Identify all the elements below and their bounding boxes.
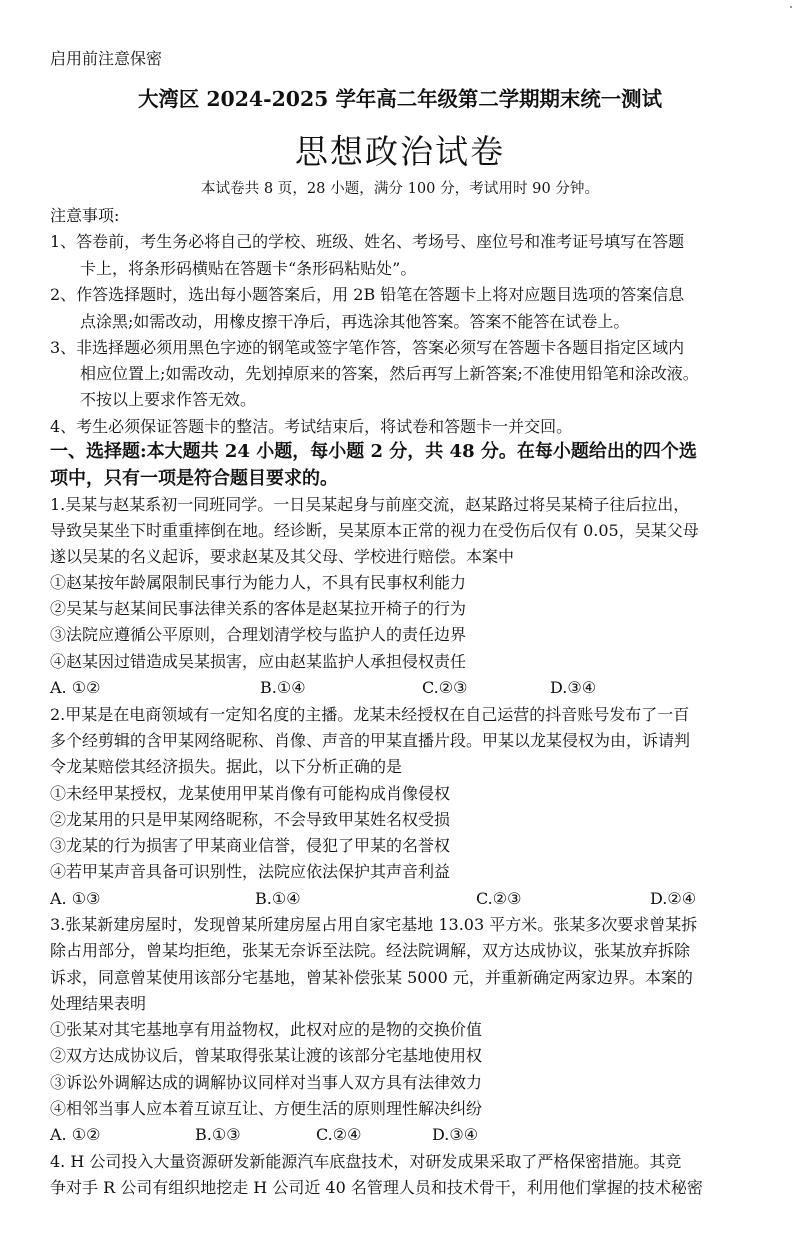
scan-mark — [790, 6, 792, 8]
q1-statement-4: ④赵某因过错造成吴某损害，应由赵某监护人承担侵权责任 — [50, 652, 467, 671]
subject-title: 思想政治试卷 — [294, 132, 506, 171]
q3-option-d: D.③④ — [432, 1125, 479, 1144]
q1-option-c: C.②③ — [422, 678, 468, 697]
q2-option-d: D.②④ — [650, 889, 697, 908]
note-3-line-1: 3、非选择题必须用黑色字迹的钢笔或签字笔作答，答案必须写在答题卡各题目指定区域内 — [50, 338, 685, 357]
q2-stem-line-1: 2.甲某是在电商领域有一定知名度的主播。龙某未经授权在自己运营的抖音账号发布了一百 — [50, 705, 690, 724]
q2-statement-4: ④若甲某声音具备可识别性，法院应依法保护其声音利益 — [50, 862, 451, 881]
q3-statement-4: ④相邻当事人应本着互谅互让、方便生活的原则理性解决纠纷 — [50, 1099, 483, 1118]
note-4-line-1: 4、考生必须保证答题卡的整洁。考试结束后，将试卷和答题卡一并交回。 — [50, 417, 573, 436]
q2-option-c: C.②③ — [476, 889, 522, 908]
q4-stem-line-1: 4. H 公司投入大量资源研发新能源汽车底盘技术，对研发成果采取了严格保密措施。其竞 — [50, 1152, 682, 1171]
note-1-line-1: 1、答卷前，考生务必将自己的学校、班级、姓名、考场号、座位号和准考证号填写在答题 — [50, 232, 685, 251]
q2-statement-1: ①未经甲某授权，龙某使用甲某肖像有可能构成肖像侵权 — [50, 784, 451, 803]
q1-statement-2: ②吴某与赵某间民事法律关系的客体是赵某拉开椅子的行为 — [50, 599, 467, 618]
note-2-line-1: 2、作答选择题时，选出每小题答案后，用 2B 铅笔在答题卡上将对应题目选项的答案信息 — [50, 285, 685, 304]
q2-option-b: B.①④ — [255, 889, 301, 908]
q3-statement-1: ①张某对其宅基地享有用益物权，此权对应的是物的交换价值 — [50, 1020, 483, 1039]
q2-option-a: A. ①③ — [50, 889, 101, 908]
q3-stem-line-4: 处理结果表明 — [50, 994, 147, 1013]
note-3-line-3: 不按以上要求作答无效。 — [80, 390, 257, 409]
q4-stem-line-2: 争对手 R 公司有组织地挖走 H 公司近 40 名管理人员和技术骨干，利用他们掌握的技术秘密 — [50, 1178, 703, 1197]
q3-stem-line-2: 除占用部分，曾某均拒绝，张某无奈诉至法院。经法院调解，双方达成协议，张某放弃拆除 — [50, 941, 691, 960]
note-2-line-2: 点涂黑;如需改动，用橡皮擦干净后，再选涂其他答案。答案不能答在试卷上。 — [80, 312, 630, 331]
section-heading-line-2: 项中，只有一项是符合题目要求的。 — [50, 468, 338, 489]
notes-heading: 注意事项: — [50, 206, 120, 225]
exam-info: 本试卷共 8 页，28 小题，满分 100 分，考试用时 90 分钟。 — [200, 180, 600, 197]
q3-stem-line-1: 3.张某新建房屋时，发现曾某所建房屋占用自家宅基地 13.03 平方米。张某多次要求曾某拆 — [50, 915, 698, 934]
q1-stem-line-1: 1.吴某与赵某系初一同班同学。一日吴某起身与前座交流，赵某路过将吴某椅子往后拉出， — [50, 495, 690, 514]
q3-statement-3: ③诉讼外调解达成的调解协议同样对当事人双方具有法律效力 — [50, 1073, 483, 1092]
q1-statement-3: ③法院应遵循公平原则，合理划清学校与监护人的责任边界 — [50, 625, 467, 644]
section-heading-line-1: 一、选择题:本大题共 24 小题，每小题 2 分，共 48 分。在每小题给出的四个选 — [50, 441, 697, 462]
q2-stem-line-3: 令龙某赔偿其经济损失。据此，以下分析正确的是 — [50, 757, 403, 776]
q1-option-b: B.①④ — [260, 678, 306, 697]
q2-statement-3: ③龙某的行为损害了甲某商业信誉，侵犯了甲某的名誉权 — [50, 836, 451, 855]
q3-option-b: B.①③ — [195, 1125, 241, 1144]
q3-option-a: A. ①② — [50, 1125, 101, 1144]
q1-stem-line-3: 遂以吴某的名义起诉，要求赵某及其父母、学校进行赔偿。本案中 — [50, 547, 515, 566]
q1-option-d: D.③④ — [550, 678, 597, 697]
q2-statement-2: ②龙某用的只是甲某网络昵称，不会导致甲某姓名权受损 — [50, 810, 451, 829]
q1-stem-line-2: 导致吴某坐下时重重摔倒在地。经诊断，吴某原本正常的视力在受伤后仅有 0.05，吴某父母 — [50, 521, 699, 540]
q3-statement-2: ②双方达成协议后，曾某取得张某让渡的该部分宅基地使用权 — [50, 1046, 483, 1065]
note-1-line-2: 卡上，将条形码横贴在答题卡“条形码粘贴处”。 — [80, 259, 417, 278]
q1-option-a: A. ①② — [50, 678, 101, 697]
q2-stem-line-2: 多个经剪辑的含甲某网络昵称、肖像、声音的甲某直播片段。甲某以龙某侵权为由，诉请判 — [50, 731, 691, 750]
exam-name: 大湾区 2024-2025 学年高二年级第二学期期末统一测试 — [138, 87, 662, 111]
note-3-line-2: 相应位置上;如需改动，先划掉原来的答案，然后再写上新答案;不准使用铅笔和涂改液。 — [80, 364, 699, 383]
q1-statement-1: ①赵某按年龄属限制民事行为能力人，不具有民事权利能力 — [50, 573, 467, 592]
q3-option-c: C.②④ — [316, 1125, 362, 1144]
confidential-notice: 启用前注意保密 — [50, 49, 163, 68]
q3-stem-line-3: 诉求，同意曾某使用该部分宅基地，曾某补偿张某 5000 元，并重新确定两家边界。本案的 — [50, 968, 693, 987]
